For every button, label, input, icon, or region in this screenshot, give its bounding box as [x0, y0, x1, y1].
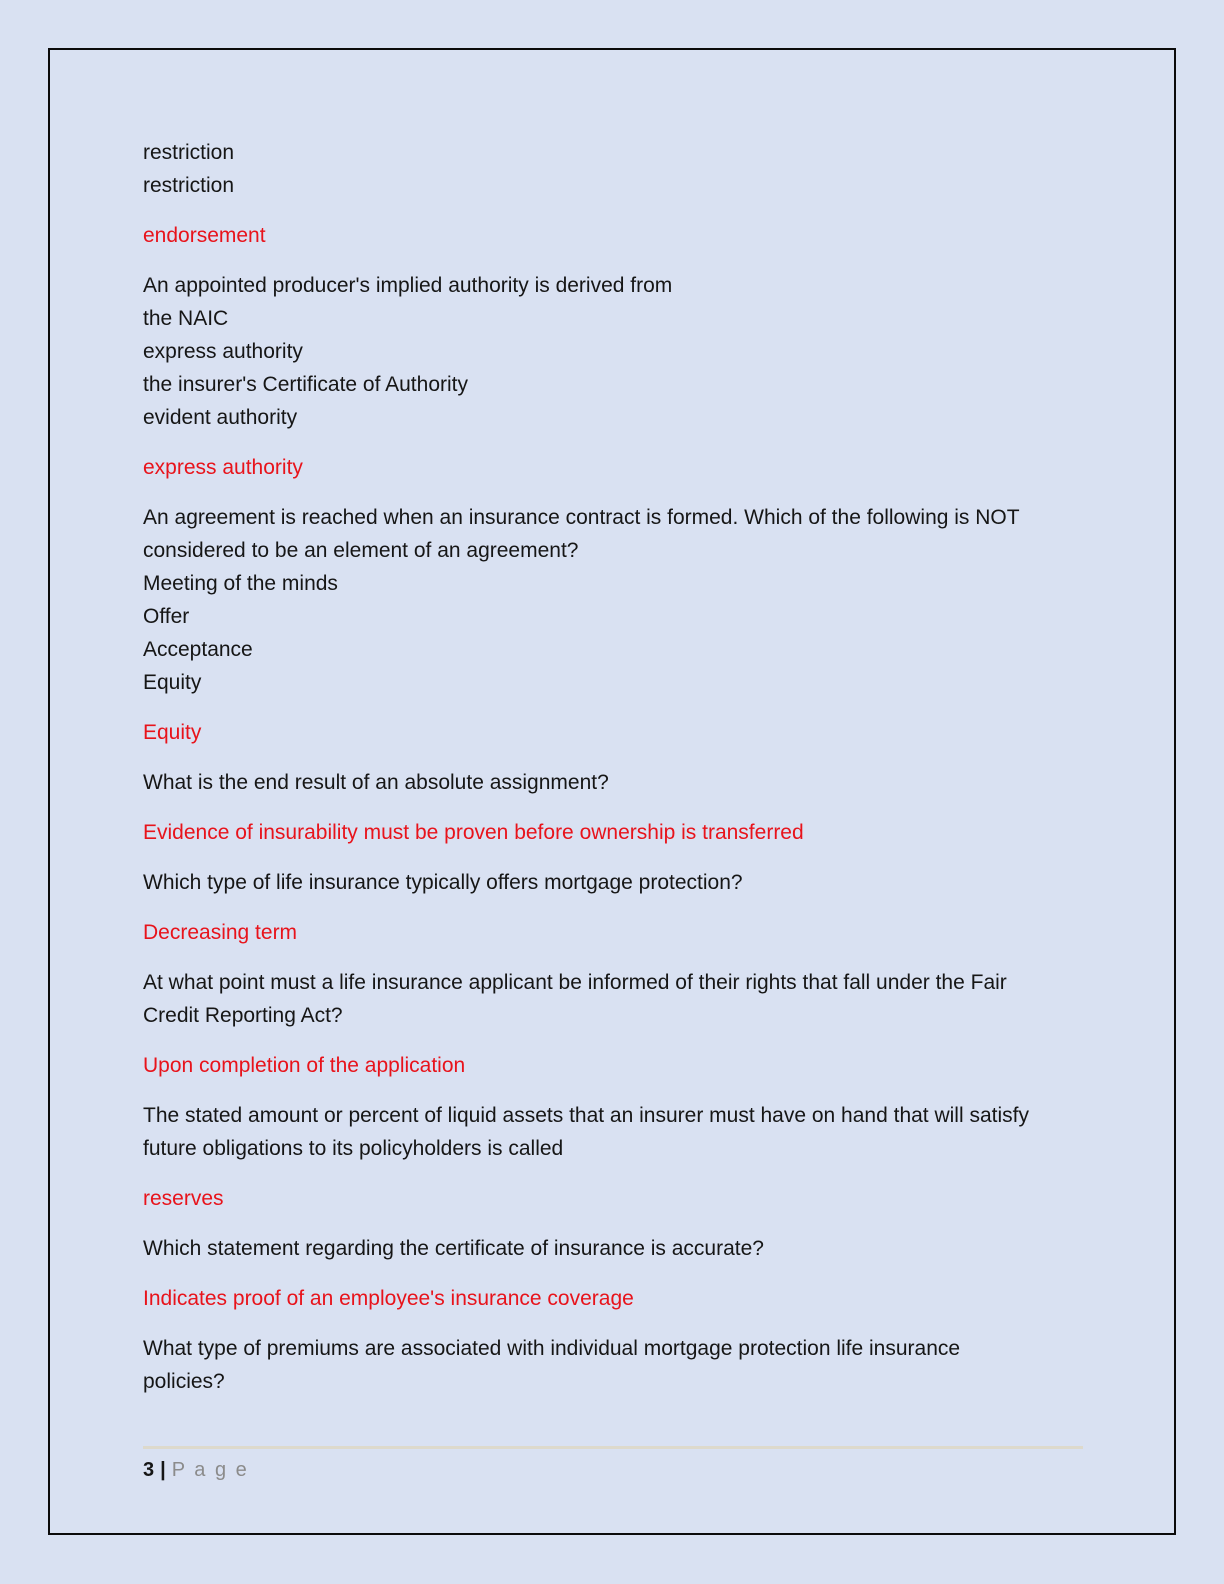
question-paragraph: What type of premiums are associated with individual mortgage protection life insurance policies?: [143, 1337, 961, 1393]
answer-paragraph: Decreasing term: [143, 921, 298, 944]
page-frame: [48, 48, 1176, 1535]
footer-separator-line: [143, 1446, 1083, 1449]
footer: [143, 1446, 1083, 1482]
question-paragraph: The stated amount or percent of liquid assets that an insurer must have on hand that will satisfy future obligations to its policyholders is called: [143, 1104, 1029, 1160]
question-paragraph: An agreement is reached when an insurance contract is formed. Which of the following is NOT considered to be an element of an agreement? Meeting of the minds Offer Acceptance Equity: [143, 506, 1020, 694]
answer-paragraph: Evidence of insurability must be proven before ownership is transferred: [143, 821, 804, 844]
question-paragraph: Which type of life insurance typically offers mortgage protection?: [143, 871, 743, 894]
document-body: [143, 136, 1155, 1415]
answer-paragraph: reserves: [143, 1187, 224, 1210]
answer-paragraph: Equity: [143, 721, 202, 744]
question-paragraph: Which statement regarding the certificate of insurance is accurate?: [143, 1237, 764, 1260]
question-paragraph: An appointed producer's implied authority is derived from the NAIC express authority the insurer's Certificate of Authority evident authority: [143, 274, 673, 429]
answer-paragraph: Upon completion of the application: [143, 1054, 466, 1077]
page-number: 3: [143, 1459, 155, 1481]
answer-paragraph: endorsement: [143, 224, 266, 247]
answer-paragraph: Indicates proof of an employee's insurance coverage: [143, 1287, 634, 1310]
question-paragraph: restriction restriction: [143, 141, 235, 197]
question-paragraph: What is the end result of an absolute assignment?: [143, 771, 609, 794]
question-paragraph: At what point must a life insurance applicant be informed of their rights that fall under the Fair Credit Reporting Act?: [143, 971, 1007, 1027]
footer-text: [143, 1458, 1083, 1482]
answer-paragraph: express authority: [143, 456, 303, 479]
footer-divider: |: [160, 1459, 166, 1481]
page-label: P a g e: [171, 1459, 249, 1481]
